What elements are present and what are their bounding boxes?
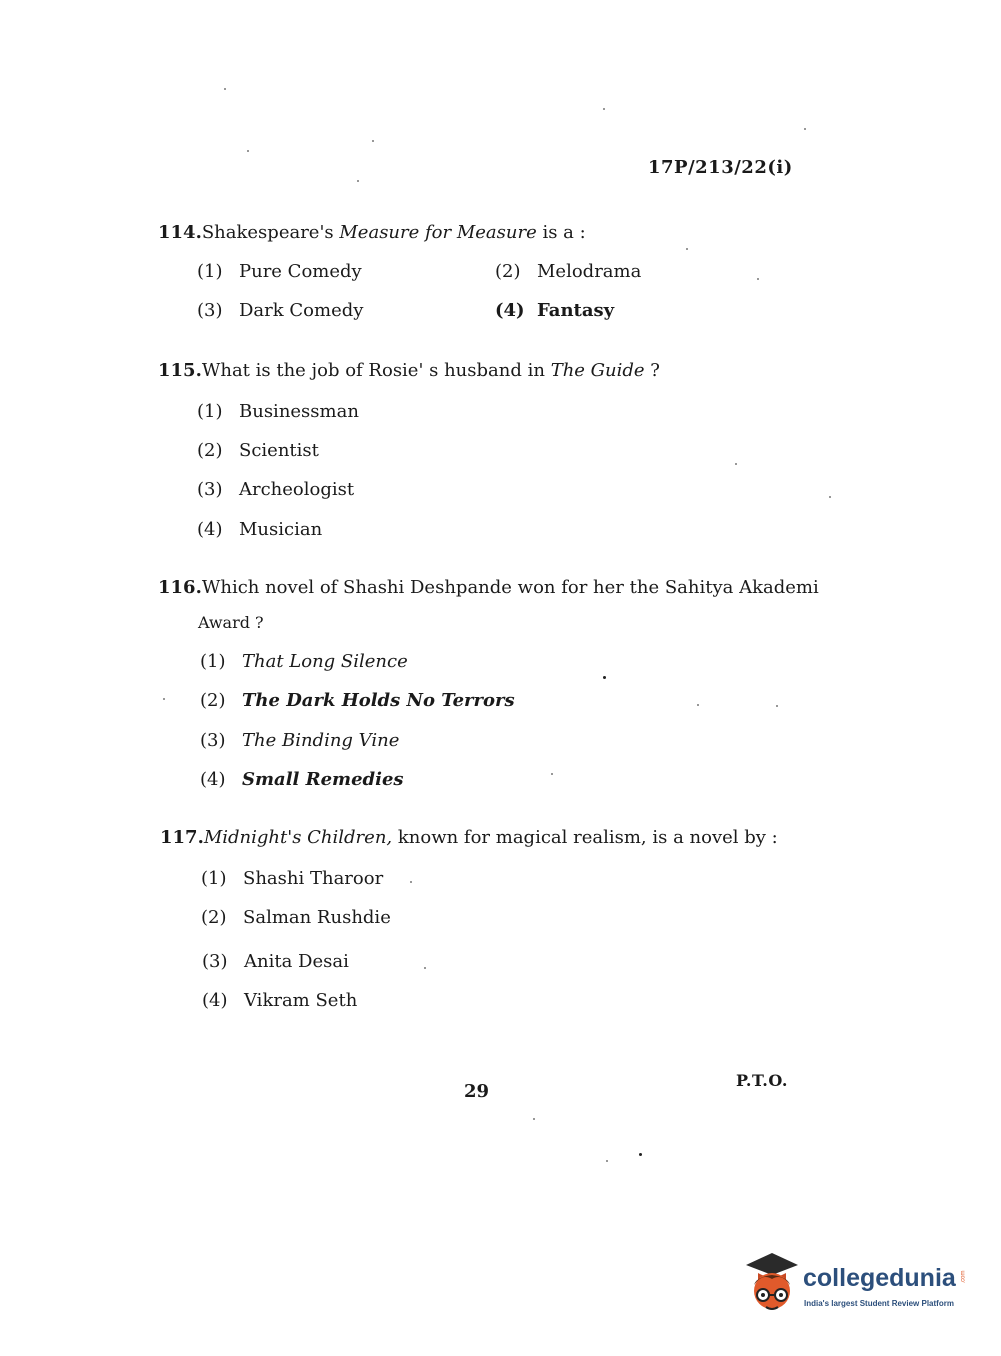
brand-suffix: .com	[960, 1270, 967, 1284]
option-label: Salman Rushdie	[243, 907, 391, 928]
question-115	[158, 360, 660, 381]
option-number: (1)	[201, 868, 227, 889]
option-label: Dark Comedy	[239, 300, 364, 321]
paper-code: 17P/213/22(i)	[648, 157, 793, 178]
option-number: (4)	[202, 990, 228, 1011]
question-number: 115.	[158, 360, 202, 381]
question-text: Which novel of Shashi Deshpande won for her the Sahitya Akademi	[201, 577, 819, 598]
option-116-2[interactable]	[200, 690, 515, 711]
question-116	[158, 577, 819, 598]
question-text-end: known for magical realism, is a novel by :	[392, 827, 778, 848]
option-label: The Dark Holds No Terrors	[242, 690, 515, 711]
option-117-3[interactable]	[202, 951, 349, 972]
brand-tagline: India's largest Student Review Platform	[804, 1299, 954, 1308]
question-title-italic: Measure for Measure	[339, 222, 537, 243]
question-114	[158, 222, 586, 243]
option-114-4[interactable]	[495, 300, 614, 321]
option-117-4[interactable]	[202, 990, 357, 1011]
option-115-1[interactable]	[197, 401, 359, 422]
option-116-1[interactable]	[200, 651, 408, 672]
option-label: Businessman	[239, 401, 359, 422]
page-number: 29	[464, 1081, 490, 1102]
option-label: Shashi Tharoor	[243, 868, 384, 889]
question-title-italic: The Guide	[550, 360, 645, 381]
option-117-2[interactable]	[201, 907, 391, 928]
option-number: (4)	[197, 519, 223, 540]
question-text: Shakespeare's	[201, 222, 340, 243]
question-116-line2: Award ?	[198, 613, 264, 632]
question-text: What is the job of Rosie' s husband in	[201, 360, 551, 381]
option-117-1[interactable]	[201, 868, 383, 889]
option-116-4[interactable]	[200, 769, 404, 790]
option-115-2[interactable]	[197, 440, 319, 461]
option-number: (2)	[200, 690, 226, 711]
option-label: Fantasy	[537, 300, 615, 321]
option-115-3[interactable]	[197, 479, 354, 500]
option-115-4[interactable]	[197, 519, 322, 540]
option-number: (4)	[200, 769, 226, 790]
question-117	[160, 827, 778, 848]
option-number: (2)	[495, 261, 521, 282]
option-number: (4)	[495, 300, 525, 321]
option-label: Archeologist	[239, 479, 355, 500]
option-number: (1)	[197, 261, 223, 282]
option-label: Musician	[239, 519, 323, 540]
option-number: (1)	[200, 651, 226, 672]
option-number: (2)	[197, 440, 223, 461]
option-number: (1)	[197, 401, 223, 422]
brand-name: collegedunia	[803, 1264, 956, 1292]
option-label: Small Remedies	[242, 769, 404, 790]
option-114-1[interactable]	[197, 261, 362, 282]
option-label: Vikram Seth	[244, 990, 358, 1011]
question-text-end: ?	[644, 360, 660, 381]
option-number: (3)	[202, 951, 228, 972]
question-title-italic: Midnight's Children,	[203, 827, 393, 848]
option-label: Anita Desai	[244, 951, 349, 972]
question-number: 117.	[160, 827, 204, 848]
option-label: The Binding Vine	[242, 730, 400, 751]
collegedunia-logo[interactable]	[742, 1251, 802, 1323]
pto-label: P.T.O.	[736, 1071, 788, 1090]
question-number: 114.	[158, 222, 202, 243]
option-116-3[interactable]	[200, 730, 399, 751]
option-114-2[interactable]	[495, 261, 641, 282]
question-number: 116.	[158, 577, 202, 598]
option-number: (3)	[200, 730, 226, 751]
option-label: Scientist	[239, 440, 319, 461]
option-number: (3)	[197, 479, 223, 500]
option-label: Melodrama	[537, 261, 642, 282]
mascot-icon	[742, 1251, 802, 1319]
option-114-3[interactable]	[197, 300, 363, 321]
question-text-end: is a :	[536, 222, 586, 243]
option-label: Pure Comedy	[239, 261, 362, 282]
option-label: That Long Silence	[242, 651, 408, 672]
option-number: (3)	[197, 300, 223, 321]
option-number: (2)	[201, 907, 227, 928]
